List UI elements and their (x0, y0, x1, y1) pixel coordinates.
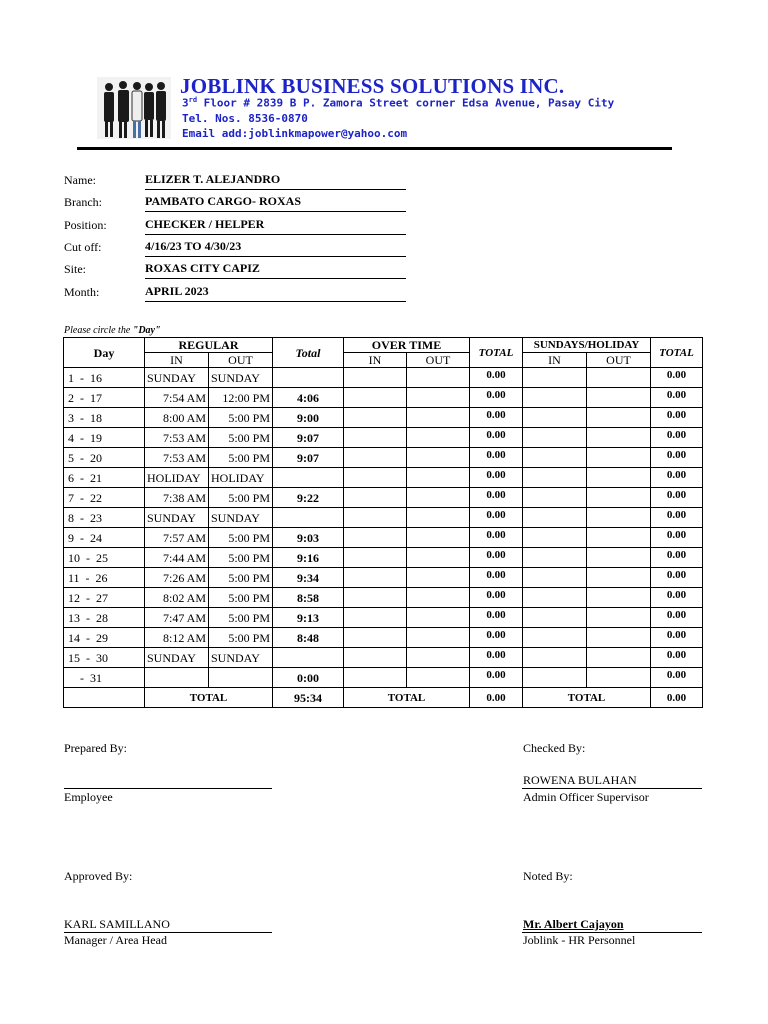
overtime-total-cell: 0.00 (470, 648, 523, 668)
regular-in-cell: 7:53 AM (145, 448, 209, 468)
overtime-in-cell (344, 488, 407, 508)
overtime-in-cell (344, 548, 407, 568)
table-row (64, 528, 703, 548)
sundays-total-cell: 0.00 (651, 388, 703, 408)
table-row (64, 548, 703, 568)
cutoff-value: 4/16/23 TO 4/30/23 (145, 239, 406, 257)
regular-total-cell (273, 508, 344, 528)
day-cell: 2 - 17 (64, 388, 145, 408)
sundays-out-header: OUT (587, 353, 651, 368)
month-label: Month: (64, 285, 100, 299)
overtime-out-cell (407, 448, 470, 468)
day-cell: - 31 (64, 668, 145, 688)
sundays-out-cell (587, 588, 651, 608)
sundays-total-cell: 0.00 (651, 588, 703, 608)
regular-in-cell: 7:54 AM (145, 388, 209, 408)
regular-total-cell: 9:00 (273, 408, 344, 428)
regular-grand-total: 95:34 (273, 688, 344, 708)
regular-in-cell: 7:47 AM (145, 608, 209, 628)
regular-total-label: TOTAL (145, 688, 273, 708)
overtime-out-cell (407, 468, 470, 488)
employee-signature-line (64, 788, 272, 789)
overtime-in-cell (344, 448, 407, 468)
table-row (64, 628, 703, 648)
regular-total-cell: 8:58 (273, 588, 344, 608)
day-cell: 10 - 25 (64, 548, 145, 568)
overtime-in-cell (344, 508, 407, 528)
overtime-out-header: OUT (407, 353, 470, 368)
company-email: Email add:joblinkmapower@yahoo.com (182, 127, 408, 140)
day-cell: 3 - 18 (64, 408, 145, 428)
checker-title: Admin Officer Supervisor (523, 790, 649, 804)
regular-in-cell: HOLIDAY (145, 468, 209, 488)
overtime-in-cell (344, 388, 407, 408)
regular-in-cell: 7:38 AM (145, 488, 209, 508)
sundays-out-cell (587, 508, 651, 528)
overtime-total-cell: 0.00 (470, 608, 523, 628)
company-telephone: Tel. Nos. 8536-0870 (182, 112, 308, 125)
regular-out-cell: 5:00 PM (209, 528, 273, 548)
overtime-in-cell (344, 568, 407, 588)
regular-in-cell: 7:44 AM (145, 548, 209, 568)
regular-out-cell: 5:00 PM (209, 548, 273, 568)
table-subheader-row (64, 353, 703, 368)
sundays-in-header: IN (523, 353, 587, 368)
sundays-holiday-header: SUNDAYS/HOLIDAY (523, 338, 651, 353)
sundays-out-cell (587, 428, 651, 448)
sundays-total-cell: 0.00 (651, 528, 703, 548)
overtime-total-cell: 0.00 (470, 388, 523, 408)
sundays-out-cell (587, 668, 651, 688)
overtime-out-cell (407, 548, 470, 568)
table-row (64, 488, 703, 508)
site-label: Site: (64, 262, 87, 276)
sundays-in-cell (523, 588, 587, 608)
overtime-total-cell: 0.00 (470, 428, 523, 448)
day-cell: 7 - 22 (64, 488, 145, 508)
company-address: 3rd Floor # 2839 B P. Zamora Street corner Edsa Avenue, Pasay City (182, 96, 615, 110)
sundays-out-cell (587, 368, 651, 388)
sundays-out-cell (587, 568, 651, 588)
prepared-by-label: Prepared By: (64, 741, 127, 755)
day-cell: 12 - 27 (64, 588, 145, 608)
overtime-total-cell: 0.00 (470, 508, 523, 528)
table-row (64, 588, 703, 608)
checker-name: ROWENA BULAHAN (523, 773, 637, 787)
regular-total-cell: 9:07 (273, 448, 344, 468)
overtime-out-cell (407, 508, 470, 528)
sundays-in-cell (523, 428, 587, 448)
overtime-total-cell: 0.00 (470, 448, 523, 468)
regular-total-cell: 8:48 (273, 628, 344, 648)
overtime-out-cell (407, 608, 470, 628)
overtime-total-cell: 0.00 (470, 588, 523, 608)
table-row (64, 508, 703, 528)
overtime-total-cell: 0.00 (470, 548, 523, 568)
day-cell: 11 - 26 (64, 568, 145, 588)
header-divider (77, 147, 672, 150)
sundays-total-cell: 0.00 (651, 448, 703, 468)
day-cell: 5 - 20 (64, 448, 145, 468)
sundays-out-cell (587, 408, 651, 428)
regular-out-cell: HOLIDAY (209, 468, 273, 488)
table-row (64, 428, 703, 448)
sundays-out-cell (587, 488, 651, 508)
regular-out-cell: 5:00 PM (209, 608, 273, 628)
sundays-out-cell (587, 448, 651, 468)
day-cell: 14 - 29 (64, 628, 145, 648)
sundays-in-cell (523, 568, 587, 588)
regular-total-cell (273, 648, 344, 668)
overtime-total-cell: 0.00 (470, 488, 523, 508)
sundays-out-cell (587, 648, 651, 668)
sundays-total-cell: 0.00 (651, 368, 703, 388)
regular-out-cell: 5:00 PM (209, 628, 273, 648)
regular-in-header: IN (145, 353, 209, 368)
site-value: ROXAS CITY CAPIZ (145, 261, 406, 279)
checker-signature-line (522, 788, 702, 789)
overtime-out-cell (407, 428, 470, 448)
branch-value: PAMBATO CARGO- ROXAS (145, 194, 406, 212)
overtime-total-cell: 0.00 (470, 668, 523, 688)
sundays-in-cell (523, 608, 587, 628)
position-value: CHECKER / HELPER (145, 217, 406, 235)
table-row (64, 368, 703, 388)
regular-out-cell: 5:00 PM (209, 568, 273, 588)
table-row (64, 648, 703, 668)
regular-in-cell: SUNDAY (145, 508, 209, 528)
regular-in-cell: 7:53 AM (145, 428, 209, 448)
sundays-total-cell: 0.00 (651, 568, 703, 588)
overtime-total-cell: 0.00 (470, 468, 523, 488)
regular-out-cell (209, 668, 273, 688)
sundays-in-cell (523, 508, 587, 528)
regular-out-cell: 5:00 PM (209, 428, 273, 448)
regular-total-cell: 9:16 (273, 548, 344, 568)
overtime-in-cell (344, 428, 407, 448)
regular-out-header: OUT (209, 353, 273, 368)
regular-total-cell: 9:07 (273, 428, 344, 448)
overtime-total-cell: 0.00 (470, 528, 523, 548)
table-row (64, 568, 703, 588)
overtime-in-cell (344, 608, 407, 628)
noter-title: Joblink - HR Personnel (523, 933, 636, 947)
overtime-out-cell (407, 388, 470, 408)
table-row (64, 468, 703, 488)
sundays-in-cell (523, 368, 587, 388)
regular-total-cell: 9:22 (273, 488, 344, 508)
sundays-in-cell (523, 448, 587, 468)
regular-total-cell: 9:34 (273, 568, 344, 588)
sundays-in-cell (523, 548, 587, 568)
totals-empty-cell (64, 688, 145, 708)
sundays-in-cell (523, 648, 587, 668)
regular-in-cell: 7:26 AM (145, 568, 209, 588)
name-value: ELIZER T. ALEJANDRO (145, 172, 406, 190)
day-cell: 6 - 21 (64, 468, 145, 488)
day-cell: 1 - 16 (64, 368, 145, 388)
overtime-out-cell (407, 528, 470, 548)
regular-total-cell (273, 468, 344, 488)
overtime-header: OVER TIME (344, 338, 470, 353)
overtime-total-cell: 0.00 (470, 628, 523, 648)
regular-in-cell (145, 668, 209, 688)
sundays-total-cell: 0.00 (651, 668, 703, 688)
overtime-out-cell (407, 488, 470, 508)
table-row (64, 448, 703, 468)
overtime-out-cell (407, 568, 470, 588)
overtime-total-header: TOTAL (470, 338, 523, 368)
regular-in-cell: 8:12 AM (145, 628, 209, 648)
sundays-in-cell (523, 468, 587, 488)
noted-by-label: Noted By: (523, 869, 573, 883)
regular-out-cell: 12:00 PM (209, 388, 273, 408)
sundays-total-cell: 0.00 (651, 628, 703, 648)
sundays-total-cell: 0.00 (651, 468, 703, 488)
branch-label: Branch: (64, 195, 102, 209)
table-row (64, 408, 703, 428)
day-cell: 13 - 28 (64, 608, 145, 628)
regular-total-header: Total (273, 338, 344, 368)
sundays-total-cell: 0.00 (651, 648, 703, 668)
company-name: JOBLINK BUSINESS SOLUTIONS INC. (180, 74, 565, 98)
regular-total-cell: 9:13 (273, 608, 344, 628)
sundays-in-cell (523, 668, 587, 688)
regular-in-cell: 8:02 AM (145, 588, 209, 608)
regular-out-cell: 5:00 PM (209, 408, 273, 428)
sundays-total-cell: 0.00 (651, 508, 703, 528)
sundays-in-cell (523, 528, 587, 548)
regular-total-cell: 9:03 (273, 528, 344, 548)
regular-out-cell: SUNDAY (209, 648, 273, 668)
regular-header: REGULAR (145, 338, 273, 353)
employee-label: Employee (64, 790, 113, 804)
sundays-total-cell: 0.00 (651, 428, 703, 448)
sundays-in-cell (523, 488, 587, 508)
overtime-grand-total: 0.00 (470, 688, 523, 708)
day-cell: 4 - 19 (64, 428, 145, 448)
sundays-out-cell (587, 468, 651, 488)
position-label: Position: (64, 218, 107, 232)
regular-in-cell: SUNDAY (145, 648, 209, 668)
approver-title: Manager / Area Head (64, 933, 167, 947)
overtime-total-label: TOTAL (344, 688, 470, 708)
sundays-total-cell: 0.00 (651, 408, 703, 428)
checked-by-label: Checked By: (523, 741, 586, 755)
overtime-in-cell (344, 648, 407, 668)
regular-in-cell: 7:57 AM (145, 528, 209, 548)
overtime-in-cell (344, 668, 407, 688)
regular-total-cell: 0:00 (273, 668, 344, 688)
sundays-in-cell (523, 388, 587, 408)
sundays-in-cell (523, 628, 587, 648)
sundays-in-cell (523, 408, 587, 428)
sundays-out-cell (587, 608, 651, 628)
table-header-row (64, 338, 703, 353)
regular-total-cell (273, 368, 344, 388)
regular-in-cell: 8:00 AM (145, 408, 209, 428)
month-value: APRIL 2023 (145, 284, 406, 302)
sundays-out-cell (587, 528, 651, 548)
regular-out-cell: SUNDAY (209, 508, 273, 528)
sundays-total-cell: 0.00 (651, 608, 703, 628)
overtime-out-cell (407, 408, 470, 428)
sundays-total-header: TOTAL (651, 338, 703, 368)
sundays-total-cell: 0.00 (651, 488, 703, 508)
logo-people-image (97, 77, 171, 139)
overtime-in-cell (344, 588, 407, 608)
regular-out-cell: 5:00 PM (209, 448, 273, 468)
day-cell: 8 - 23 (64, 508, 145, 528)
overtime-in-cell (344, 528, 407, 548)
overtime-in-cell (344, 408, 407, 428)
table-row (64, 608, 703, 628)
table-row (64, 668, 703, 688)
overtime-out-cell (407, 628, 470, 648)
sundays-total-cell: 0.00 (651, 548, 703, 568)
regular-out-cell: 5:00 PM (209, 588, 273, 608)
approved-by-label: Approved By: (64, 869, 133, 883)
overtime-out-cell (407, 588, 470, 608)
sundays-out-cell (587, 548, 651, 568)
sundays-grand-total: 0.00 (651, 688, 703, 708)
circle-day-note: Please circle the "Day" (64, 325, 161, 336)
overtime-in-cell (344, 368, 407, 388)
approver-name: KARL SAMILLANO (64, 917, 170, 931)
day-cell: 15 - 30 (64, 648, 145, 668)
day-header: Day (64, 338, 145, 368)
overtime-in-cell (344, 628, 407, 648)
overtime-total-cell: 0.00 (470, 568, 523, 588)
cutoff-label: Cut off: (64, 240, 102, 254)
overtime-out-cell (407, 368, 470, 388)
day-cell: 9 - 24 (64, 528, 145, 548)
regular-out-cell: SUNDAY (209, 368, 273, 388)
regular-out-cell: 5:00 PM (209, 488, 273, 508)
overtime-in-header: IN (344, 353, 407, 368)
overtime-total-cell: 0.00 (470, 408, 523, 428)
overtime-in-cell (344, 468, 407, 488)
table-row (64, 388, 703, 408)
sundays-out-cell (587, 628, 651, 648)
regular-total-cell: 4:06 (273, 388, 344, 408)
time-record-table (63, 337, 703, 708)
noter-name: Mr. Albert Cajayon (523, 917, 624, 931)
regular-in-cell: SUNDAY (145, 368, 209, 388)
sundays-total-label: TOTAL (523, 688, 651, 708)
sundays-out-cell (587, 388, 651, 408)
overtime-total-cell: 0.00 (470, 368, 523, 388)
name-label: Name: (64, 173, 96, 187)
totals-row (64, 688, 703, 708)
overtime-out-cell (407, 668, 470, 688)
overtime-out-cell (407, 648, 470, 668)
